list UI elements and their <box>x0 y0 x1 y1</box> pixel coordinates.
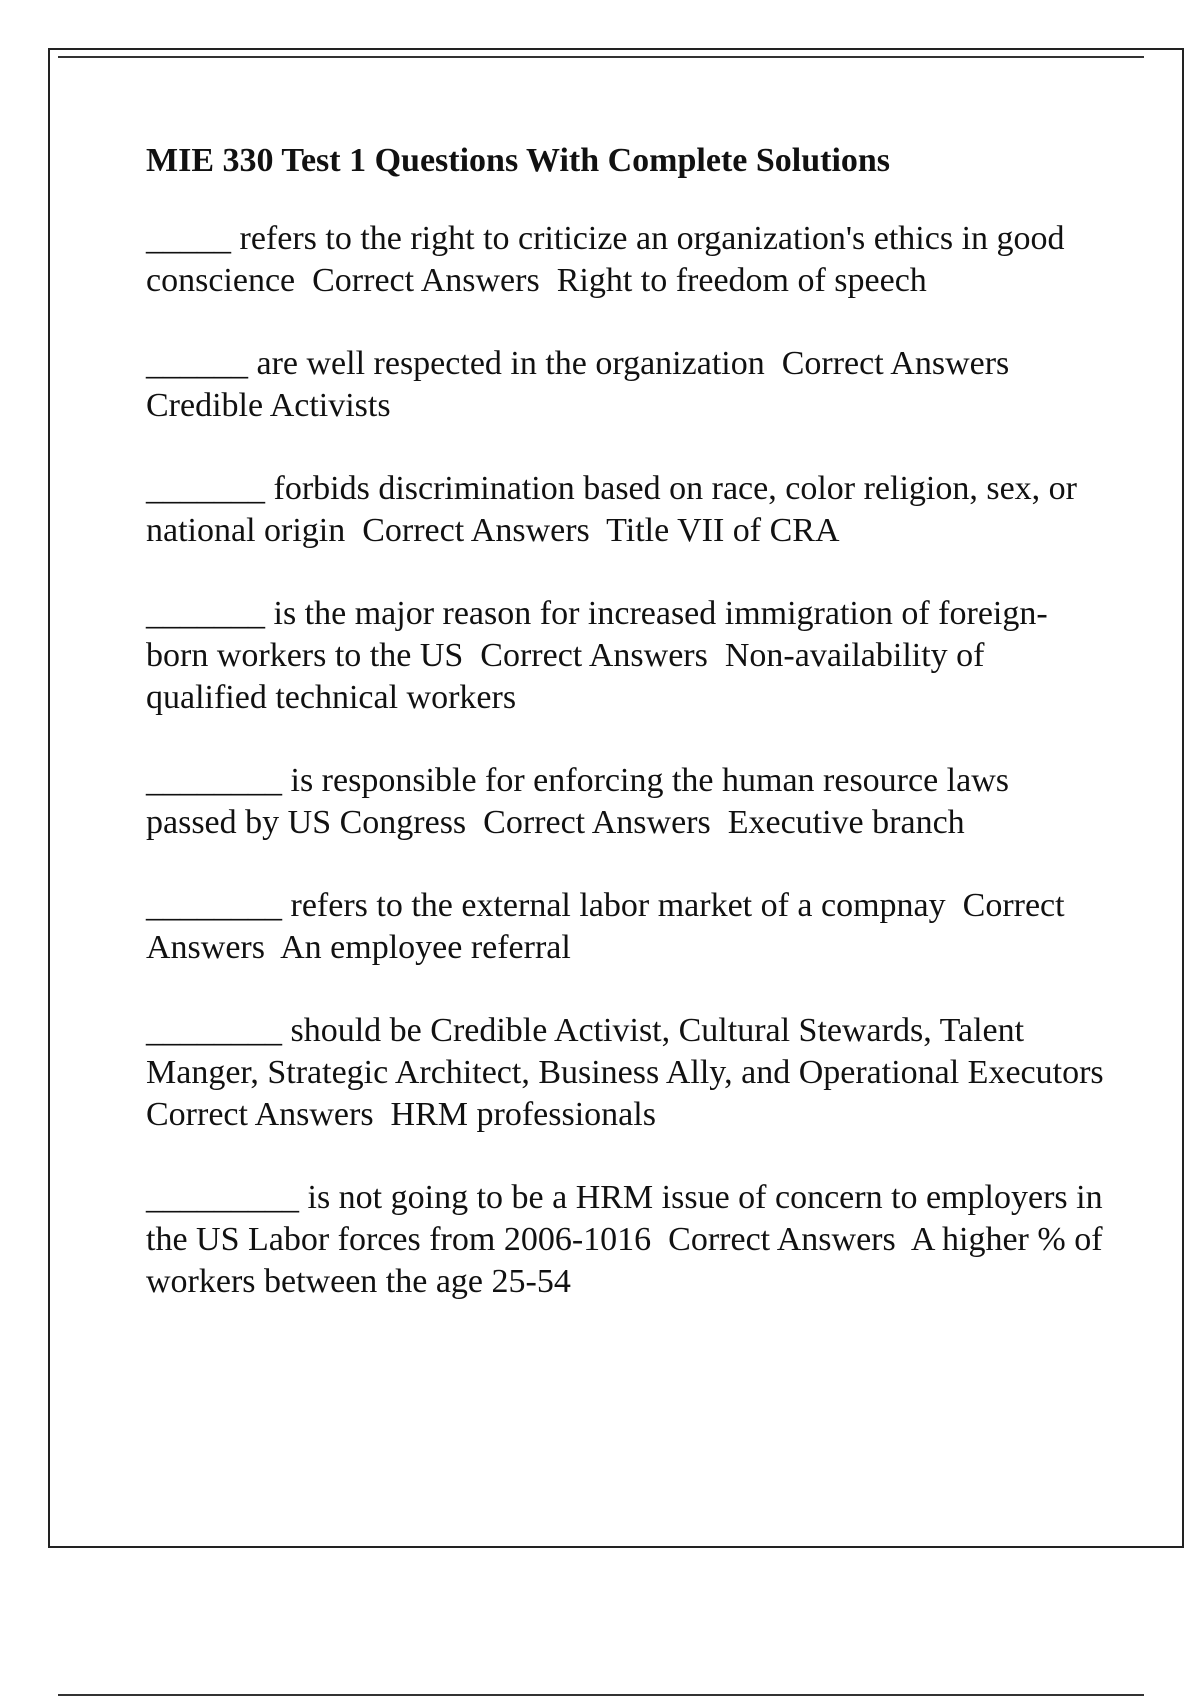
question-answer-item: ________ refers to the external labor market of a compnay Correct Answers An employee referral <box>146 887 1072 966</box>
question-answer-item: _______ is the major reason for increased immigration of foreign-born workers to the US Correct Answers Non-availability of qualified technical workers <box>146 595 1048 716</box>
question-answer-item: ________ is responsible for enforcing the human resource laws passed by US Congress Correct Answers Executive branch <box>146 762 1018 841</box>
question-answer-item: ________ should be Credible Activist, Cultural Stewards, Talent Manger, Strategic Architect, Business Ally, and Operational Executors Correct Answers HRM professionals <box>146 1012 1121 1133</box>
document-body <box>146 140 1121 1344</box>
question-answer-item: ______ are well respected in the organization Correct Answers Credible Activists <box>146 345 1027 424</box>
question-answer-item: _______ forbids discrimination based on race, color religion, sex, or national origin Correct Answers Title VII of CRA <box>146 470 1086 549</box>
question-answer-item: _____ refers to the right to criticize an organization's ethics in good conscience Correct Answers Right to freedom of speech <box>146 220 1074 299</box>
document-title: MIE 330 Test 1 Questions With Complete Solutions <box>146 142 891 179</box>
question-answer-item: _________ is not going to be a HRM issue of concern to employers in the US Labor forces from 2006-1016 Correct Answers A higher % of workers between the age 25-54 <box>146 1179 1112 1300</box>
bottom-rule <box>58 1694 1144 1696</box>
